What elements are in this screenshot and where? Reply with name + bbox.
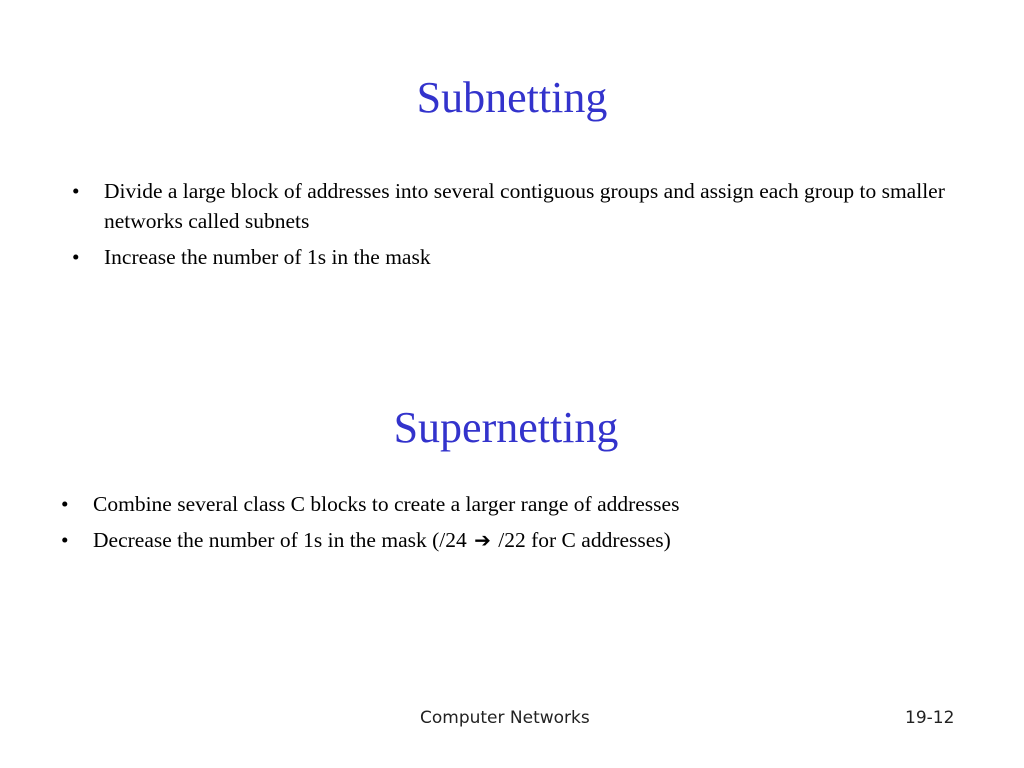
bullet-text: Combine several class C blocks to create a larger range of addresses xyxy=(93,492,680,516)
section-title-subnetting: Subnetting xyxy=(416,73,608,122)
bullet-text: Divide a large block of addresses into several contiguous groups and assign each group to smaller networks called subnets xyxy=(104,179,945,233)
footer-page-number: 19-12 xyxy=(905,708,955,728)
supernetting-bullet-list xyxy=(61,489,961,561)
bullet-item xyxy=(72,176,952,236)
arrow-right-icon: ➔ xyxy=(474,528,491,552)
bullet-dot: • xyxy=(61,528,69,552)
bullet-text-before: Decrease the number of 1s in the mask (/24 xyxy=(93,528,467,552)
bullet-item xyxy=(72,242,952,272)
bullet-dot: • xyxy=(61,492,69,516)
bullet-dot: • xyxy=(72,179,80,203)
footer-course-title: Computer Networks xyxy=(420,708,590,728)
bullet-item xyxy=(61,489,961,519)
bullet-text-after: /22 for C addresses) xyxy=(498,528,671,552)
bullet-dot: • xyxy=(72,245,80,269)
subnetting-bullet-list xyxy=(72,176,952,278)
bullet-text: Increase the number of 1s in the mask xyxy=(104,245,431,269)
bullet-item xyxy=(61,525,961,555)
section-title-supernetting: Supernetting xyxy=(393,403,619,452)
